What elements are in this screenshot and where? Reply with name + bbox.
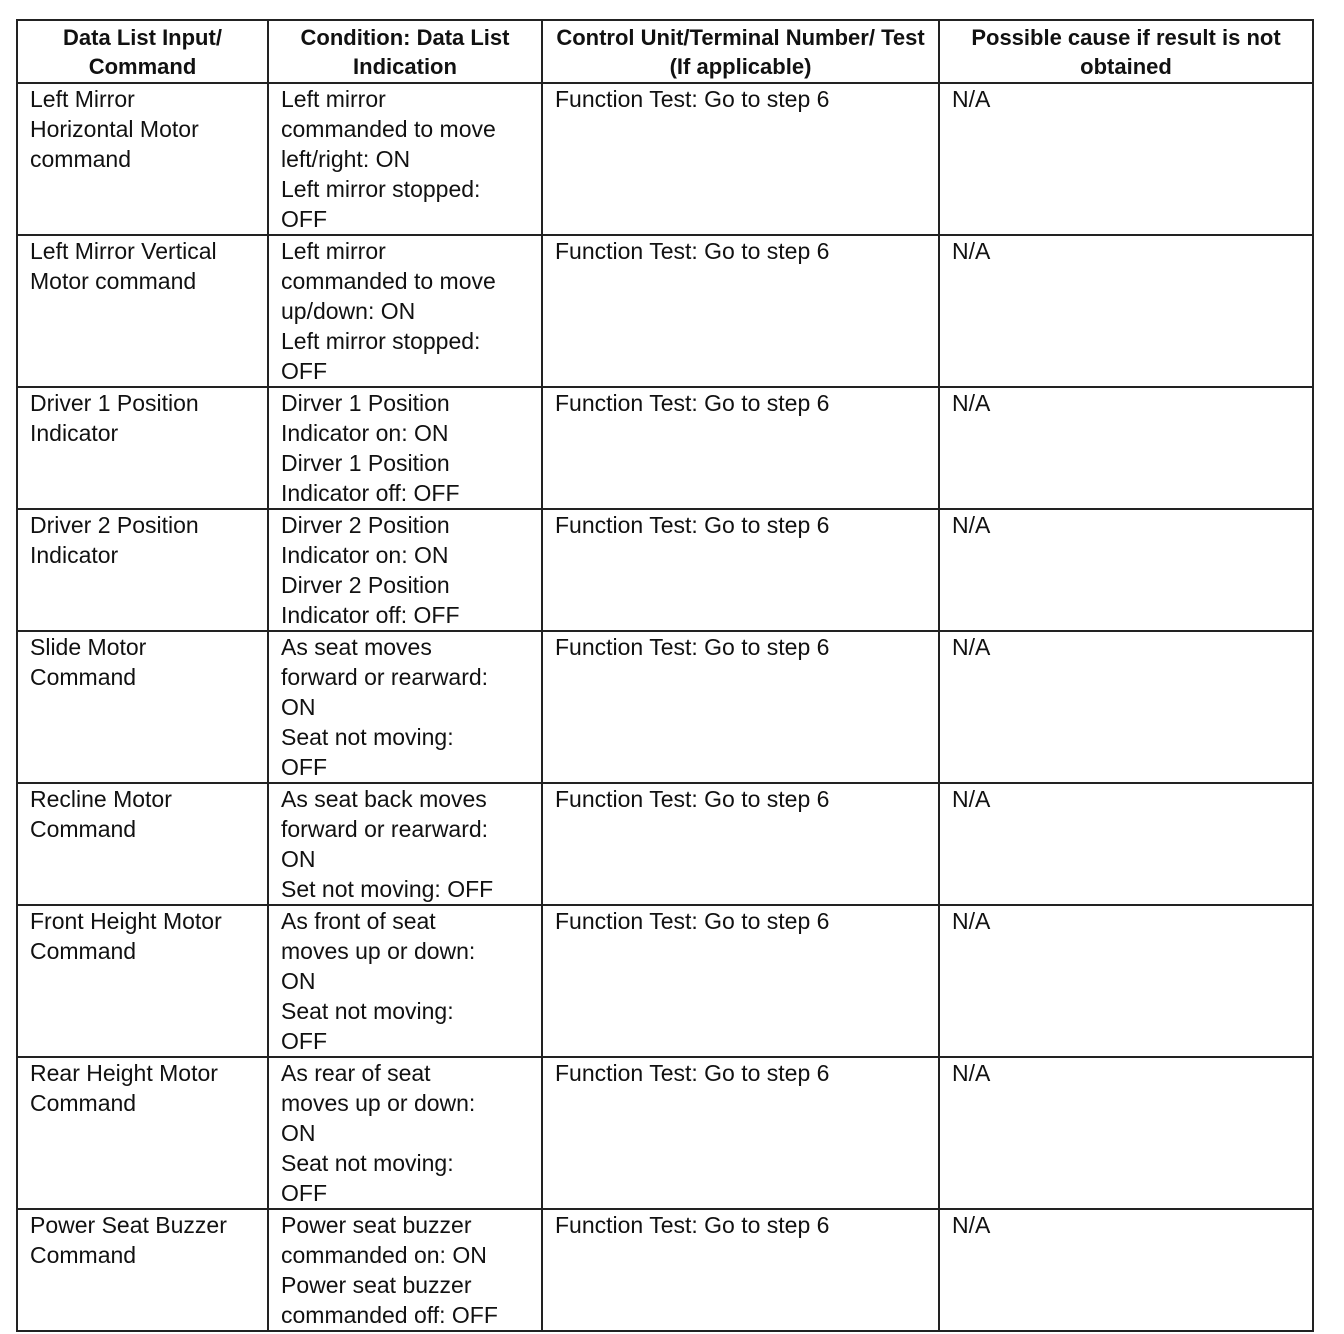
table-row bbox=[17, 83, 1313, 235]
header-control-unit-test bbox=[542, 20, 939, 83]
condition-cell bbox=[268, 905, 542, 1057]
input-cell-line: Rear Height Motor bbox=[30, 1060, 218, 1086]
input-cell-line: Motor command bbox=[30, 268, 197, 294]
condition-cell-line: commanded to move bbox=[281, 116, 496, 142]
condition-cell-line: OFF bbox=[281, 754, 327, 780]
condition-cell-line: Indicator on: ON bbox=[281, 542, 449, 568]
table-body bbox=[17, 83, 1313, 1331]
header-line: Data List Input/ bbox=[63, 25, 222, 50]
condition-cell-line: ON bbox=[281, 968, 316, 994]
condition-cell-line: OFF bbox=[281, 206, 327, 232]
input-cell bbox=[17, 509, 268, 631]
condition-cell bbox=[268, 1209, 542, 1331]
condition-cell-line: forward or rearward: bbox=[281, 664, 489, 690]
condition-cell-line: Indicator on: ON bbox=[281, 420, 449, 446]
condition-cell-line: commanded off: OFF bbox=[281, 1302, 498, 1328]
input-cell-line: Horizontal Motor bbox=[30, 116, 199, 142]
input-cell-line: Indicator bbox=[30, 542, 119, 568]
table-row bbox=[17, 1057, 1313, 1209]
input-cell bbox=[17, 631, 268, 783]
header-line: Test (If applicable) bbox=[669, 25, 925, 79]
header-line: Command bbox=[88, 54, 197, 79]
test-cell: Function Test: Go to step 6 bbox=[542, 235, 939, 387]
cause-cell: N/A bbox=[939, 509, 1313, 631]
condition-cell-line: Left mirror bbox=[281, 238, 386, 264]
condition-cell-line: Dirver 2 Position bbox=[281, 512, 450, 538]
condition-cell-line: Dirver 2 Position bbox=[281, 572, 450, 598]
condition-cell-line: Indicator off: OFF bbox=[281, 602, 460, 628]
input-cell-line: Driver 2 Position bbox=[30, 512, 199, 538]
cause-cell: N/A bbox=[939, 235, 1313, 387]
input-cell bbox=[17, 1057, 268, 1209]
condition-cell-line: moves up or down: bbox=[281, 1090, 476, 1116]
input-cell-line: Driver 1 Position bbox=[30, 390, 199, 416]
cause-cell: N/A bbox=[939, 83, 1313, 235]
input-cell bbox=[17, 235, 268, 387]
condition-cell bbox=[268, 631, 542, 783]
condition-cell-line: Left mirror stopped: bbox=[281, 176, 481, 202]
condition-cell bbox=[268, 1057, 542, 1209]
condition-cell-line: As seat moves bbox=[281, 634, 432, 660]
condition-cell-line: Left mirror stopped: bbox=[281, 328, 481, 354]
input-cell-line: Command bbox=[30, 816, 137, 842]
cause-cell: N/A bbox=[939, 631, 1313, 783]
input-cell bbox=[17, 1209, 268, 1331]
condition-cell-line: commanded on: ON bbox=[281, 1242, 487, 1268]
condition-cell-line: Seat not moving: bbox=[281, 998, 454, 1024]
condition-cell-line: ON bbox=[281, 1120, 316, 1146]
header-line: Possible cause if result is not bbox=[971, 25, 1281, 50]
input-cell-line: Left Mirror Vertical bbox=[30, 238, 217, 264]
condition-cell-line: OFF bbox=[281, 1180, 327, 1206]
cause-cell: N/A bbox=[939, 1057, 1313, 1209]
condition-cell-line: Left mirror bbox=[281, 86, 386, 112]
cause-cell: N/A bbox=[939, 905, 1313, 1057]
input-cell-line: Command bbox=[30, 1090, 137, 1116]
header-condition bbox=[268, 20, 542, 83]
data-list-table bbox=[16, 19, 1314, 1332]
input-cell-line: Left Mirror bbox=[30, 86, 135, 112]
table-row bbox=[17, 509, 1313, 631]
condition-cell-line: left/right: ON bbox=[281, 146, 411, 172]
condition-cell-line: Indicator off: OFF bbox=[281, 480, 460, 506]
condition-cell bbox=[268, 509, 542, 631]
table-row bbox=[17, 387, 1313, 509]
input-cell-line: Indicator bbox=[30, 420, 119, 446]
condition-cell-line: Seat not moving: bbox=[281, 1150, 454, 1176]
input-cell-line: Recline Motor bbox=[30, 786, 172, 812]
header-line: Condition: Data List bbox=[300, 25, 510, 50]
test-cell: Function Test: Go to step 6 bbox=[542, 509, 939, 631]
condition-cell-line: moves up or down: bbox=[281, 938, 476, 964]
condition-cell-line: commanded to move bbox=[281, 268, 496, 294]
input-cell bbox=[17, 783, 268, 905]
input-cell-line: Command bbox=[30, 1242, 137, 1268]
condition-cell-line: Set not moving: OFF bbox=[281, 876, 494, 902]
table-row bbox=[17, 783, 1313, 905]
condition-cell-line: Power seat buzzer bbox=[281, 1212, 472, 1238]
table-row bbox=[17, 235, 1313, 387]
test-cell: Function Test: Go to step 6 bbox=[542, 83, 939, 235]
header-line: Indication bbox=[353, 54, 457, 79]
condition-cell-line: OFF bbox=[281, 358, 327, 384]
input-cell bbox=[17, 83, 268, 235]
header-data-list-input bbox=[17, 20, 268, 83]
condition-cell-line: OFF bbox=[281, 1028, 327, 1054]
condition-cell-line: Dirver 1 Position bbox=[281, 390, 450, 416]
input-cell bbox=[17, 905, 268, 1057]
condition-cell-line: forward or rearward: bbox=[281, 816, 489, 842]
cause-cell: N/A bbox=[939, 783, 1313, 905]
cause-cell: N/A bbox=[939, 1209, 1313, 1331]
condition-cell-line: ON bbox=[281, 846, 316, 872]
test-cell: Function Test: Go to step 6 bbox=[542, 905, 939, 1057]
header-line: Control Unit/Terminal Number/ bbox=[556, 25, 875, 50]
condition-cell-line: Seat not moving: bbox=[281, 724, 454, 750]
input-cell-line: command bbox=[30, 146, 131, 172]
condition-cell bbox=[268, 83, 542, 235]
input-cell bbox=[17, 387, 268, 509]
header-row bbox=[17, 20, 1313, 83]
condition-cell bbox=[268, 387, 542, 509]
condition-cell-line: As front of seat bbox=[281, 908, 436, 934]
table-row bbox=[17, 631, 1313, 783]
table-row bbox=[17, 1209, 1313, 1331]
header-line: obtained bbox=[1080, 54, 1172, 79]
test-cell: Function Test: Go to step 6 bbox=[542, 783, 939, 905]
condition-cell bbox=[268, 783, 542, 905]
test-cell: Function Test: Go to step 6 bbox=[542, 1209, 939, 1331]
condition-cell-line: ON bbox=[281, 694, 316, 720]
table-row bbox=[17, 905, 1313, 1057]
condition-cell-line: Dirver 1 Position bbox=[281, 450, 450, 476]
condition-cell-line: Power seat buzzer bbox=[281, 1272, 472, 1298]
input-cell-line: Command bbox=[30, 938, 137, 964]
test-cell: Function Test: Go to step 6 bbox=[542, 1057, 939, 1209]
cause-cell: N/A bbox=[939, 387, 1313, 509]
input-cell-line: Power Seat Buzzer bbox=[30, 1212, 227, 1238]
condition-cell bbox=[268, 235, 542, 387]
condition-cell-line: up/down: ON bbox=[281, 298, 416, 324]
header-possible-cause bbox=[939, 20, 1313, 83]
condition-cell-line: As rear of seat bbox=[281, 1060, 431, 1086]
condition-cell-line: As seat back moves bbox=[281, 786, 487, 812]
input-cell-line: Slide Motor bbox=[30, 634, 147, 660]
test-cell: Function Test: Go to step 6 bbox=[542, 631, 939, 783]
input-cell-line: Front Height Motor bbox=[30, 908, 222, 934]
input-cell-line: Command bbox=[30, 664, 137, 690]
test-cell: Function Test: Go to step 6 bbox=[542, 387, 939, 509]
